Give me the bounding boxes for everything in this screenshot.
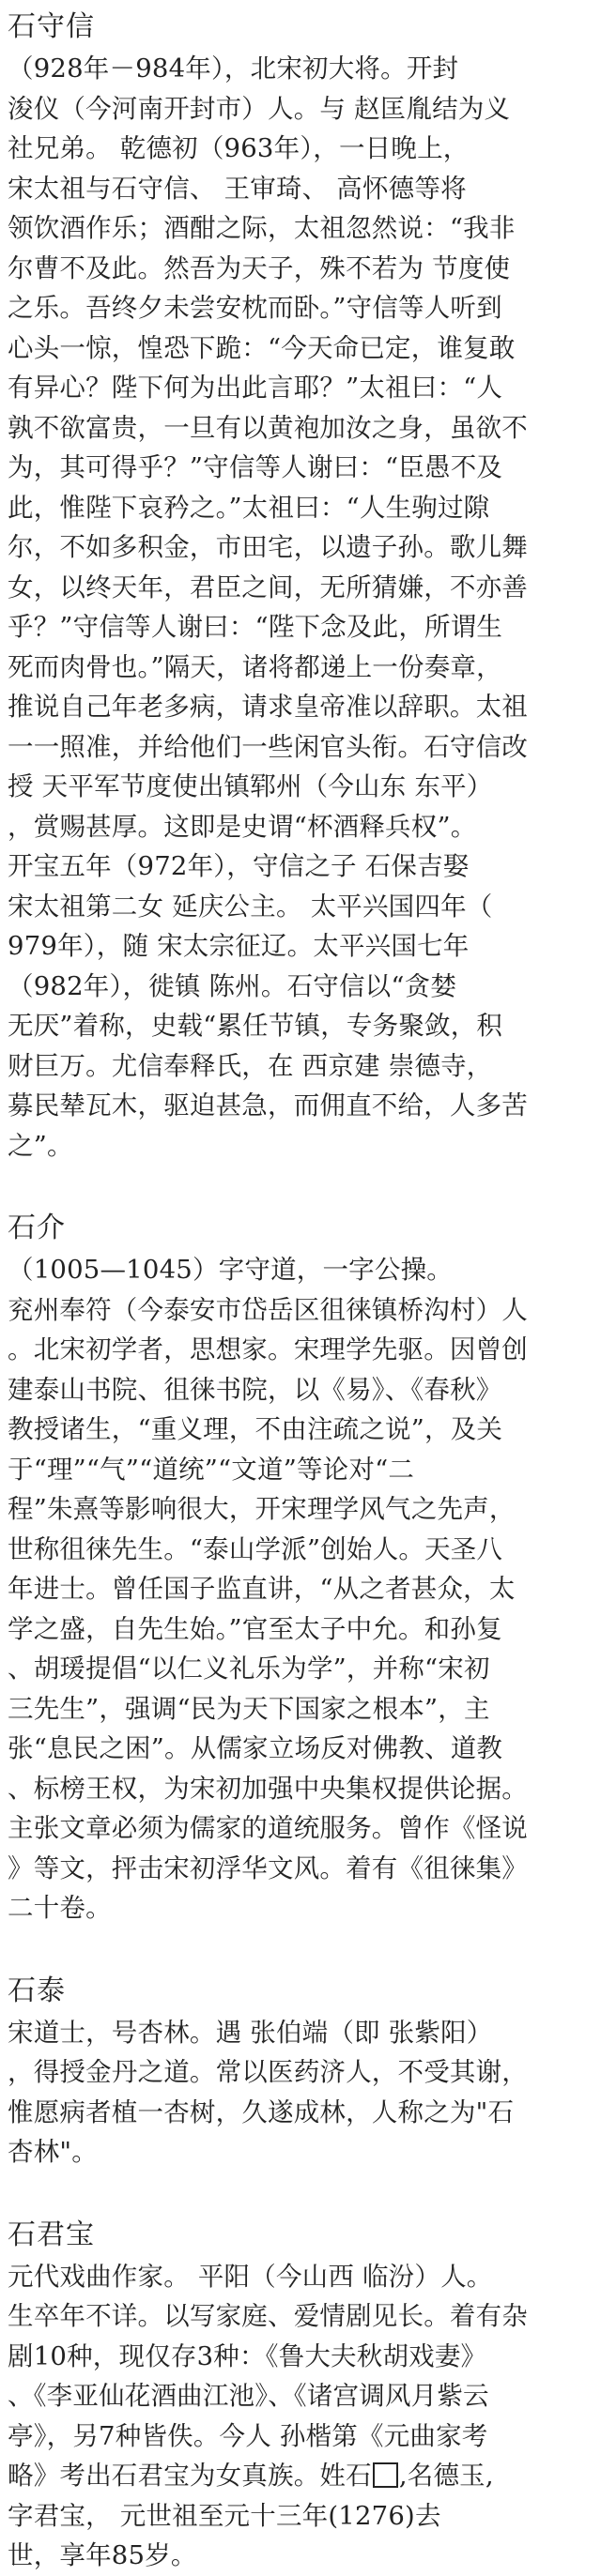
entry-line: 孰不欲富贵，一旦有以黄袍加汝之身，虽欲不: [8, 412, 528, 443]
entry-shi-tai: [8, 1970, 593, 2172]
entry-shi-junbao: [8, 2214, 593, 2576]
entry-line: 募民辇瓦木，驱迫甚急，而佣直不给，人多苦: [8, 1090, 528, 1120]
entry-line: 年进士。曾任国子监直讲，“从之者甚众，太: [8, 1574, 516, 1604]
entry-line: 杏林"。: [8, 2137, 98, 2167]
section-divider: [8, 2172, 593, 2214]
entry-line: 世，享年85岁。: [8, 2540, 197, 2570]
entry-line: 建泰山书院、徂徕书院，以《易》、《春秋》: [8, 1374, 502, 1405]
entry-line: 》等文，抨击宋初浮华文风。着有《徂徕集》: [8, 1852, 528, 1883]
entry-line: 剧10种，现仅存3种：《鲁大夫秋胡戏妻》: [8, 2340, 487, 2371]
entry-line: 程”朱熹等影响很大，开宋理学风气之先声，: [8, 1494, 516, 1524]
entry-line: 社兄弟。 乾德初（963年），一日晚上，: [8, 133, 470, 163]
entry-line: （982年），徙镇 陈州。石守信以“贪婪: [8, 970, 457, 1001]
entry-title: 石介: [8, 1212, 66, 1244]
entry-line: 此，惟陛下哀矜之。”太祖曰：“人生驹过隙: [8, 492, 490, 523]
entry-line: 惟愿病者植一杏树，久遂成林，人称之为"石: [8, 2096, 515, 2127]
entry-shi-shouxin: [8, 6, 593, 1166]
entry-line: 、胡瑗提倡“以仁义礼乐为学”，并称“宋初: [8, 1654, 490, 1684]
entry-line: 授 天平军节度使出镇郓州（今山东 东平）: [8, 771, 493, 801]
entry-line: 。北宋初学者，思想家。宋理学先驱。因曾创: [8, 1334, 528, 1364]
entry-line: 有异心？陛下何为出此言耶？”太祖曰：“人: [8, 373, 503, 403]
entry-line: 宋道士，号杏林。遇 张伯端（即 张紫阳）: [8, 2017, 493, 2048]
entry-line: ，赏赐甚厚。这即是史谓“杯酒释兵权”。: [8, 811, 477, 842]
entry-line: 学之盛，自先生始。”官至太子中允。和孙复: [8, 1613, 502, 1644]
entry-line: 、《李亚仙花酒曲江池》、《诸宫调风月紫云: [8, 2381, 489, 2411]
entry-line: 开宝五年（972年），守信之子 石保吉娶: [8, 851, 470, 881]
entry-line: 生卒年不详。以写家庭、爱情剧见长。着有杂: [8, 2301, 528, 2331]
entry-line: 女，以终天年，君臣之间，无所猜嫌，不亦善: [8, 572, 528, 602]
entry-shi-jie: [8, 1207, 593, 1928]
entry-title: 石君宝: [8, 2218, 95, 2251]
entry-line: 死而肉骨也。”隔天，诸将都递上一份奏章，: [8, 651, 502, 682]
entry-line: 尔，不如多积金，市田宅，以遗子孙。歌儿舞: [8, 532, 528, 562]
entry-line: （928年－984年），北宋初大将。开封: [8, 53, 459, 84]
entry-line: 推说自己年老多病，请求皇帝准以辞职。太祖: [8, 692, 528, 722]
entry-line: 、标榜王权，为宋初加强中央集权提供论据。: [8, 1773, 528, 1804]
entry-line: 宋太祖与石守信、 王审琦、 高怀德等将: [8, 173, 467, 204]
entry-line: 财巨万。尤信奉释氏，在 西京建 崇德寺，: [8, 1050, 493, 1081]
entry-line: 领饮酒作乐；酒酣之际，太祖忽然说：“我非: [8, 213, 516, 243]
entry-line: 世称徂徕先生。“泰山学派”创始人。天圣八: [8, 1533, 503, 1564]
entry-line: 乎？”守信等人谢曰：“陛下念及此，所谓生: [8, 612, 503, 642]
entry-line-head: 略》考出石君宝为女真族。姓石: [8, 2461, 372, 2491]
entry-line: 心头一惊，惶恐下跪：“今天命已定，谁复敢: [8, 332, 516, 363]
entry-line: 主张文章必须为儒家的道统服务。曾作《怪说: [8, 1813, 528, 1843]
entry-line: 浚仪（今河南开封市）人。与 赵匡胤结为义: [8, 93, 511, 124]
entry-line: 亭》，另7种皆佚。今人 孙楷第《元曲家考: [8, 2420, 488, 2451]
entry-line: 二十卷。: [8, 1893, 112, 1923]
entry-line: 字君宝， 元世祖至元十三年(1276)去: [8, 2500, 441, 2531]
entry-line: （1005—1045）字守道，一字公操。: [8, 1255, 453, 1285]
entry-line: 于“理”“气”“道统”“文道”等论对“二: [8, 1454, 415, 1485]
entry-line: 之”。: [8, 1130, 73, 1161]
entry-line: [8, 2456, 593, 2496]
entry-line: 教授诸生，“重义理，不由注疏之说”，及关: [8, 1414, 503, 1444]
entry-line: 一一照准，并给他们一些闲官头衔。石守信改: [8, 731, 528, 762]
entry-line: 尔曹不及此。然吾为天子，殊不若为 节度使: [8, 252, 511, 283]
entry-line: 元代戏曲作家。 平阳（今山西 临汾）人。: [8, 2261, 493, 2292]
section-divider: [8, 1928, 593, 1970]
entry-line: ，得授金丹之道。常以医药济人，不受其谢，: [8, 2057, 528, 2087]
entry-line: 为，其可得乎？”守信等人谢曰：“臣愚不及: [8, 452, 503, 482]
entry-line: 宋太祖第二女 延庆公主。 太平兴国四年（: [8, 891, 493, 922]
entry-line-tail: ,名德玉,: [398, 2461, 494, 2491]
entry-line: 无厌”着称，史载“累任节镇，专务聚敛，积: [8, 1011, 503, 1041]
entry-line: 兖州奉符（今泰安市岱岳区徂徕镇桥沟村）人: [8, 1294, 528, 1325]
missing-character-box: [373, 2462, 398, 2488]
section-divider: [8, 1166, 593, 1207]
entry-title: 石守信: [8, 10, 95, 43]
entry-line: 三先生”，强调“民为天下国家之根本”，主: [8, 1693, 490, 1724]
entry-line: 979年），随 宋太宗征辽。太平兴国七年: [8, 931, 470, 961]
entry-title: 石泰: [8, 1974, 66, 2007]
entry-line: 之乐。吾终夕未尝安枕而卧。”守信等人听到: [8, 293, 502, 323]
entry-line: 张“息民之困”。从儒家立场反对佛教、道教: [8, 1733, 503, 1763]
